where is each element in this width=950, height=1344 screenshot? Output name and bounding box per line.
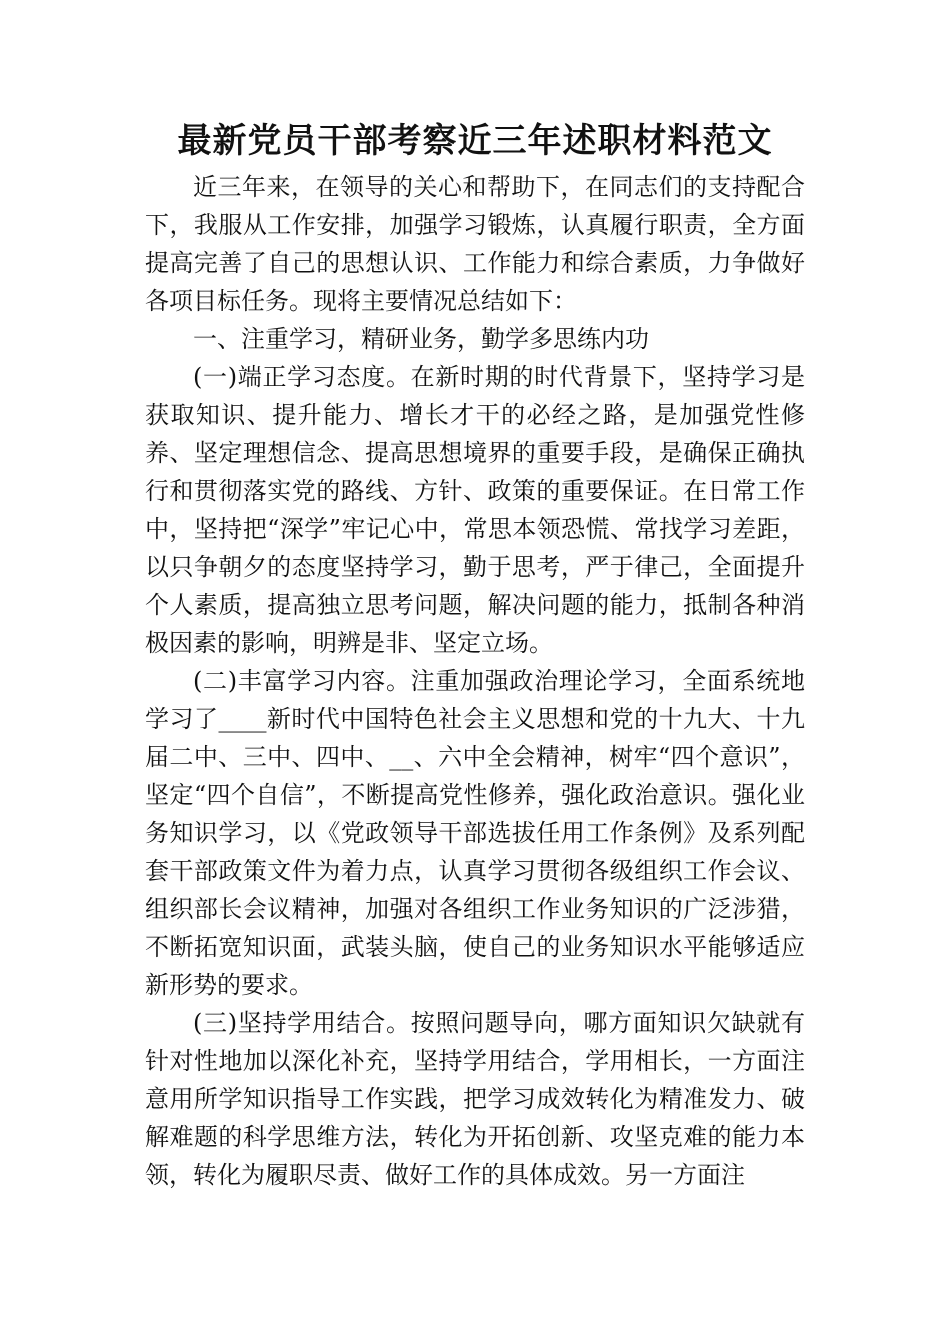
subsection-paragraph-3: (三)坚持学用结合。按照问题导向，哪方面知识欠缺就有针对性地加以深化补充，坚持学用结合，学用相长，一方面注意用所学知识指导工作实践，把学习成效转化为精准发力、破解难题的科学思维方法，转化为开拓创新、攻坚克难的能力本领，转化为履职尽责、做好工作的具体成效。另一方面注 (145, 1009, 805, 1189)
document-title: 最新党员干部考察近三年述职材料范文 (177, 121, 773, 161)
subsection-paragraph-2: (二)丰富学习内容。注重加强政治理论学习，全面系统地学习了____新时代中国特色社会主义思想和党的十九大、十九届二中、三中、四中、__、六中全会精神，树牢“四个意识”，坚定“四个自信”，不断提高党性修养，强化政治意识。强化业务知识学习，以《党政领导干部选拔任用工作条例》及系列配套干部政策文件为着力点，认真学习贯彻各级组织工作会议、组织部长会议精神，加强对各组织工作业务知识的广泛涉猎，不断拓宽知识面，武装头脑，使自己的业务知识水平能够适应新形势的要求。 (145, 667, 805, 999)
intro-paragraph: 近三年来，在领导的关心和帮助下，在同志们的支持配合下，我服从工作安排，加强学习锻炼，认真履行职责，全方面提高完善了自己的思想认识、工作能力和综合素质，力争做好各项目标任务。现将主要情况总结如下： (145, 173, 805, 315)
document-body (145, 168, 805, 1194)
section-heading-1: 一、注重学习，精研业务，勤学多思练内功 (193, 325, 649, 353)
subsection-paragraph-1: (一)端正学习态度。在新时期的时代背景下，坚持学习是获取知识、提升能力、增长才干的必经之路，是加强党性修养、坚定理想信念、提高思想境界的重要手段，是确保正确执行和贯彻落实党的路线、方针、政策的重要保证。在日常工作中，坚持把“深学”牢记心中，常思本领恐慌、常找学习差距，以只争朝夕的态度坚持学习，勤于思考，严于律己，全面提升个人素质，提高独立思考问题，解决问题的能力，抵制各种消极因素的影响，明辨是非、坚定立场。 (145, 363, 805, 657)
